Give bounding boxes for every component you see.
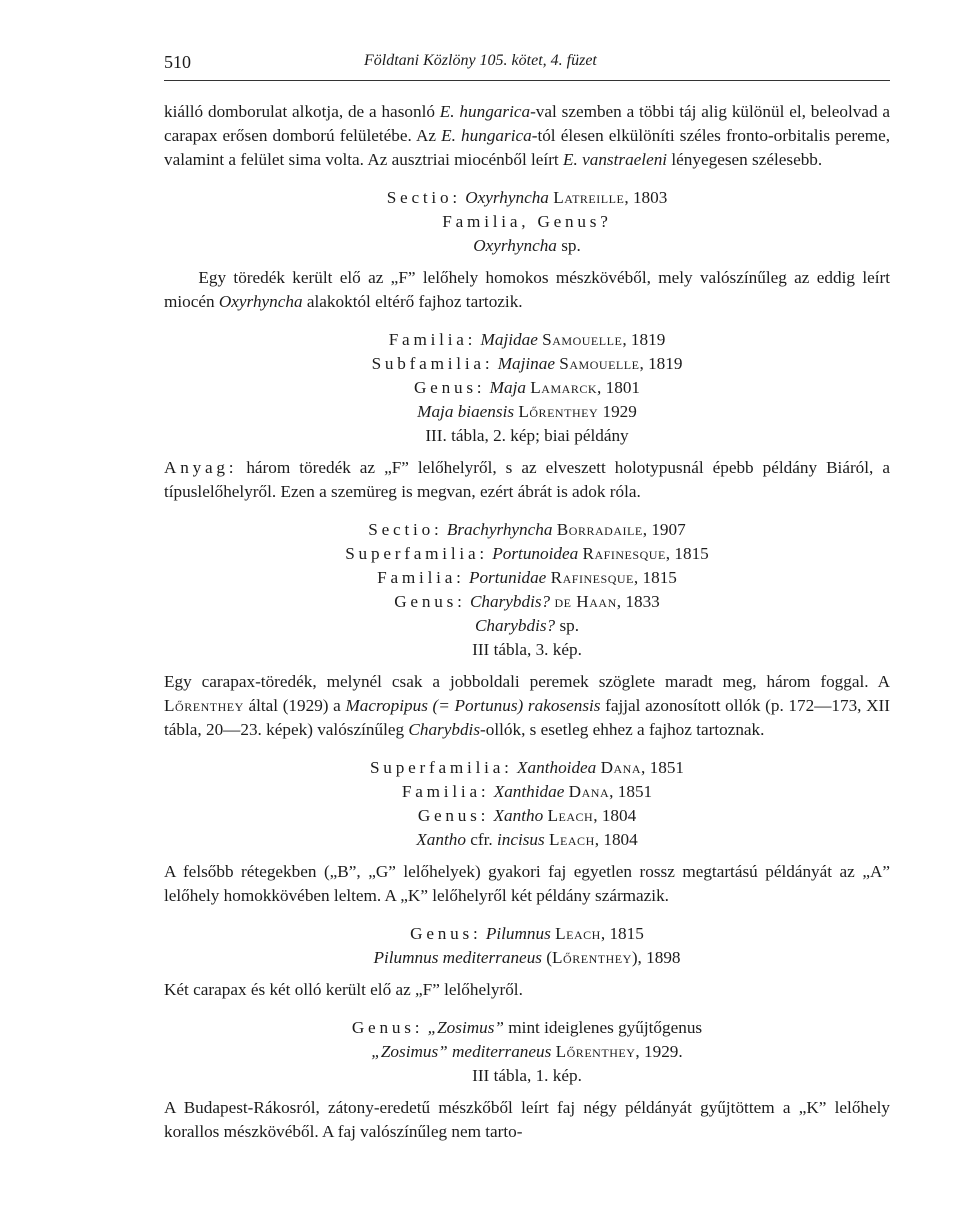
taxon-name: Maja (489, 378, 526, 397)
author-name: Lamarck (530, 378, 598, 397)
taxon-name: Charybdis (408, 720, 481, 739)
text-run: fajjal azonosított ollók (p. 172—173, XII tábla, 20—23. képek) valószínűleg (164, 696, 890, 739)
text-run: mint ideiglenes gyűjtőgenus (504, 1018, 703, 1037)
taxon-name: Brachyrhyncha (446, 520, 553, 539)
taxon-name: Majinae (497, 354, 555, 373)
author-name: Leach (547, 806, 594, 825)
text-run: cfr. (465, 830, 497, 849)
heading-line (164, 1064, 890, 1088)
heading-line (164, 352, 890, 376)
heading-line (164, 234, 890, 258)
rank-label: Familia: (377, 568, 465, 587)
year: , 1833 (616, 592, 660, 611)
text-run: -ollók, s esetleg ehhez a fajhoz tartoznak. (480, 720, 765, 739)
taxon-name: Charybdis? (469, 592, 551, 611)
taxon-name: Xanthoidea (517, 758, 597, 777)
rank-label: Genus: (394, 592, 466, 611)
taxon-name: Maja biaensis (417, 402, 515, 421)
text-run: -tól élesen elkülöníti széles fronto-orbitalis pereme, valamint a felület sima volta. Az ausztriai miocénből leírt (164, 126, 891, 169)
taxon-heading-portunidae (164, 518, 890, 662)
taxon-heading-pilumnus (164, 922, 890, 970)
body-text (164, 100, 890, 1144)
heading-line (164, 780, 890, 804)
heading-line (164, 566, 890, 590)
page-number: 510 (164, 52, 191, 72)
heading-line (164, 424, 890, 448)
author-name: Lőrenthey (555, 1042, 636, 1061)
taxon-name: Oxyrhyncha (465, 188, 549, 207)
rank-label: Superfamilia: (369, 758, 513, 777)
plate-reference: III tábla, 1. kép. (472, 1066, 582, 1085)
running-header (164, 50, 890, 81)
heading-line (164, 328, 890, 352)
author-name: Borradaile (556, 520, 643, 539)
text-run: A felsőbb rétegekben („B”, „G” lelőhelyek) gyakori faj egyetlen rossz megtartású példányát az „A” lelőhely homokkövében leltem. A „K” lelőhelyről két példány származik. (164, 862, 890, 905)
taxon-name: Pilumnus (485, 924, 551, 943)
taxon-heading-xanthidae (164, 756, 890, 852)
year: , 1804 (594, 830, 638, 849)
year: , 1815 (600, 924, 644, 943)
rank-label: Subfamilia: (371, 354, 494, 373)
heading-line (164, 828, 890, 852)
plate-reference: III. tábla, 2. kép; biai példány (425, 426, 629, 445)
year: , 1907 (642, 520, 686, 539)
year: 1929 (598, 402, 637, 421)
text-run: Két carapax és két olló került elő az „F” lelőhelyről. (164, 980, 523, 999)
paragraph (164, 456, 890, 504)
text-run: kiálló domborulat alkotja, de a hasonló (164, 102, 440, 121)
taxon-name: Portunidae (468, 568, 547, 587)
rank-label: Familia: (401, 782, 490, 801)
year: , 1801 (597, 378, 641, 397)
taxon-name: E. hungarica (439, 102, 531, 121)
taxon-name: E. vanstraeleni (563, 150, 668, 169)
paragraph (164, 670, 890, 742)
text-run: -val szemben a többi táj alig különül el, beleolvad a carapax erősen domború felületébe. Az (164, 102, 890, 145)
author-name: Lőrenthey (164, 696, 244, 715)
text-run: által (1929) a (243, 696, 346, 715)
heading-line (164, 210, 890, 234)
author-name: Latreille (553, 188, 625, 207)
paragraph (164, 266, 890, 314)
taxon-name: „Zosimus” (423, 1018, 504, 1037)
year: , 1851 (641, 758, 685, 777)
author-name: de Haan (554, 592, 617, 611)
heading-line (164, 1016, 890, 1040)
author-name: Leach (555, 924, 601, 943)
taxon-name: „Zosimus” mediterraneus (371, 1042, 552, 1061)
year: , 1803 (624, 188, 668, 207)
text-run: alakoktól eltérő fajhoz tartozik. (302, 292, 523, 311)
paragraph (164, 1096, 890, 1144)
year: , 1851 (609, 782, 653, 801)
taxon-name: Charybdis? (474, 616, 556, 635)
rank-label: Genus: (413, 378, 486, 397)
heading-line (164, 638, 890, 662)
author-name: Rafinesque (582, 544, 666, 563)
heading-line (164, 542, 890, 566)
taxon-name: incisus (496, 830, 545, 849)
year: , 1819 (639, 354, 683, 373)
text-run: A Budapest-Rákosról, zátony-eredetű mészkőből leírt faj négy példányát gyűjtöttem a „K” lelőhely korallos mészkövéből. A faj valószínűleg nem tarto- (164, 1098, 890, 1141)
paragraph (164, 978, 890, 1002)
rank-label: Superfamilia: (345, 544, 488, 563)
heading-line (164, 376, 890, 400)
taxon-name: Oxyrhyncha (218, 292, 303, 311)
heading-line (164, 922, 890, 946)
heading-line (164, 804, 890, 828)
rank-label: Genus: (417, 806, 490, 825)
year: , 1929. (635, 1042, 683, 1061)
rank-label: Anyag: (164, 458, 238, 477)
taxon-name: Xanthidae (493, 782, 565, 801)
text-run: Egy carapax-töredék, melynél csak a jobboldali peremek szöglete maradt meg, három foggal. A (164, 672, 890, 691)
paragraph (164, 860, 890, 908)
taxon-heading-majidae (164, 328, 890, 448)
taxon-name: Macropipus (= Portunus) rakosensis (345, 696, 601, 715)
year: , 1804 (593, 806, 637, 825)
taxon-name: Majidae (480, 330, 538, 349)
author-name: Samouelle (559, 354, 640, 373)
taxon-heading-oxyrhyncha (164, 186, 890, 258)
rank-label: Genus: (351, 1018, 424, 1037)
year: , 1815 (633, 568, 677, 587)
taxon-name: E. hungarica (441, 126, 532, 145)
text-run: ( (541, 948, 553, 967)
taxon-name: Portunoidea (492, 544, 579, 563)
journal-title: Földtani Közlöny 105. kötet, 4. füzet (364, 52, 597, 69)
author-name: Lőrenthey (518, 402, 599, 421)
heading-line (164, 590, 890, 614)
author-name: Rafinesque (550, 568, 634, 587)
taxon-name: Xantho (493, 806, 544, 825)
text-run: Egy töredék került elő az „F” lelőhely homokos mészkövéből, mely valószínűleg az eddig leírt miocén (164, 268, 890, 311)
heading-line (164, 518, 890, 542)
year: ), 1898 (631, 948, 681, 967)
author-name: Dana (568, 782, 610, 801)
heading-line (164, 186, 890, 210)
paragraph (164, 100, 890, 172)
rank-label: Familia: (388, 330, 477, 349)
heading-line (164, 756, 890, 780)
year: , 1815 (665, 544, 709, 563)
taxon-name: Pilumnus mediterraneus (373, 948, 542, 967)
rank-label: Genus: (410, 924, 482, 943)
author-name: Samouelle (542, 330, 623, 349)
taxon-heading-zosimus (164, 1016, 890, 1088)
author-name: Lőrenthey (552, 948, 632, 967)
text-run: három töredék az „F” lelőhelyről, s az elveszett holotypusnál épebb példány Biáról, a típuslelőhelyről. Ezen a szemüreg is megvan, ezért ábrát is adok róla. (164, 458, 890, 501)
text-run: sp. (555, 616, 580, 635)
taxon-name: Oxyrhyncha (473, 236, 557, 255)
text-run: sp. (556, 236, 581, 255)
author-name: Dana (600, 758, 642, 777)
heading-line (164, 400, 890, 424)
year: , 1819 (622, 330, 666, 349)
rank-label: Familia, Genus? (442, 212, 612, 231)
plate-reference: III tábla, 3. kép. (472, 640, 582, 659)
rank-label: Sectio: (368, 520, 443, 539)
text-run: lényegesen szélesebb. (667, 150, 823, 169)
heading-line (164, 614, 890, 638)
heading-line (164, 1040, 890, 1064)
taxon-name: Xantho (416, 830, 466, 849)
heading-line (164, 946, 890, 970)
author-name: Leach (549, 830, 595, 849)
rank-label: Sectio: (386, 188, 461, 207)
